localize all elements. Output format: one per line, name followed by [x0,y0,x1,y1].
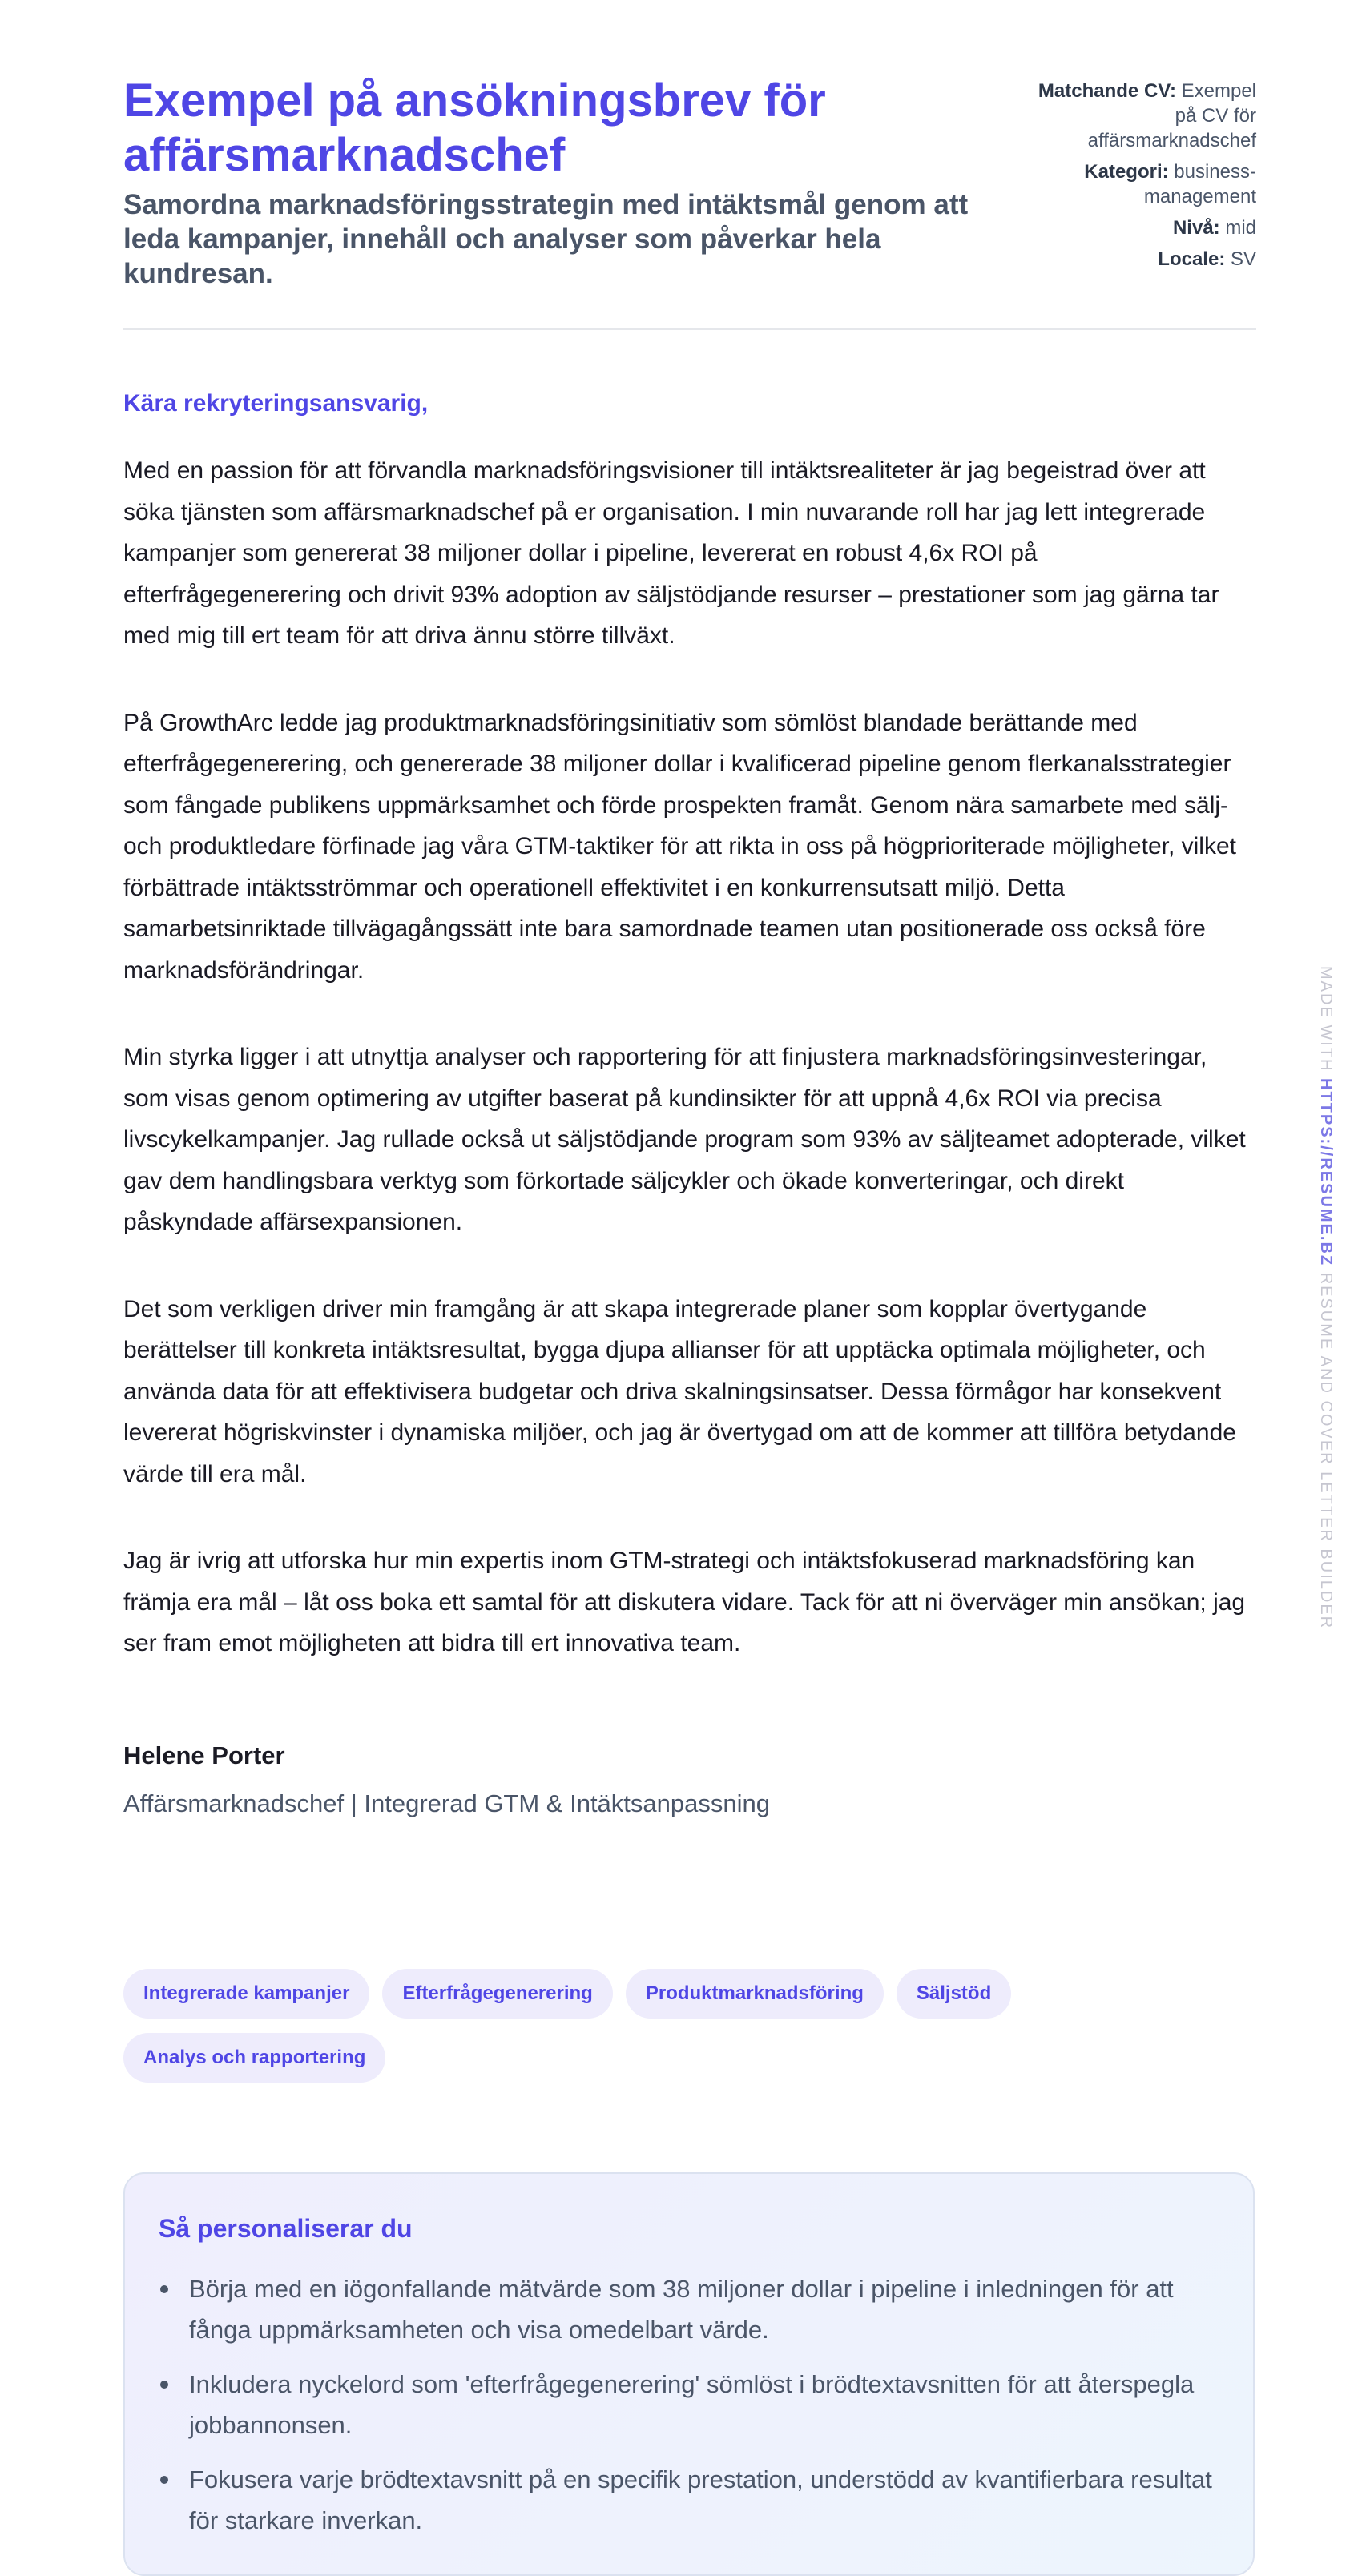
tip-text: Börja med en iögonfallande mätvärde som 38 miljoner dollar i pipeline i inledningen för att fånga uppmärksamheten och visa omedelbart värde. [189,2275,1174,2344]
cover-letter-page [123,74,1256,2534]
tip-text: Fokusera varje brödtextavsnitt på en specifik prestation, understödd av kvantifierbara resultat för starkare inverkan. [189,2465,1212,2534]
tip-item [159,2364,1219,2445]
header-divider [123,328,1256,330]
tips-list [159,2268,1219,2541]
skill-tag: Säljstöd [897,1969,1011,2019]
page-subtitle: Samordna marknadsföringsstrategin med intäktsmål genom att leda kampanjer, innehåll och analyser som påverkar hela kundresan. [123,189,969,289]
signature-name: Helene Porter [123,1741,285,1769]
skill-tag: Integrerade kampanjer [123,1969,369,2019]
letter-salutation: Kära rekryteringsansvarig, [123,390,429,417]
personalization-tips-box [123,2172,1255,2576]
letter-paragraph: Jag är ivrig att utforska hur min expertis inom GTM-strategi och intäktsfokuserad marknadsföring kan främja era mål – låt oss boka ett samtal för att diskutera vidare. Tack för att ni överväger min ansökan; jag ser fram emot möjligheten att bidra till ert innovativa team. [123,1548,1246,1656]
skill-tags [123,1969,1256,2097]
tips-title: Så personaliserar du [159,2214,413,2243]
meta-matching-cv [1016,78,1256,153]
skill-tag: Efterfrågegenerering [382,1969,612,2019]
signature-block [123,1740,770,1820]
letter-paragraph: Det som verkligen driver min framgång är att skapa integrerade planer som kopplar övertygande berättelser till konkreta intäktsresultat, bygga djupa allianser för att upptäcka optimala möjligheter, och använda data för att effektivisera budgetar och driva skalningsinsatser. Dessa förmågor har konsekvent levererat högriskvinster i dynamiska miljöer, och jag är övertygad om att de kommer att tillföra betydande värde till era mål. [123,1295,1236,1487]
meta-value: mid [1225,217,1256,239]
meta-label: Kategori: [1084,161,1169,183]
tip-text: Inkludera nyckelord som 'efterfrågegenerering' sömlöst i brödtextavsnitten för att återspegla jobbannonsen. [189,2370,1195,2439]
letter-body [123,450,1256,1710]
credit-suffix: RESUME AND COVER LETTER BUILDER [1317,1272,1335,1630]
meta-label: Matchande CV: [1038,80,1176,102]
signature-title: Affärsmarknadschef | Integrerad GTM & Intäktsanpassning [123,1789,770,1817]
credit-link[interactable]: HTTPS://RESUME.BZ [1317,1078,1335,1267]
meta-category [1016,159,1256,209]
bullet-icon [160,2381,168,2389]
meta-value: business-management [1143,161,1256,207]
meta-panel [1016,78,1256,278]
meta-label: Locale: [1158,248,1226,270]
skill-tag: Produktmarknadsföring [626,1969,884,2019]
bullet-icon [160,2285,168,2293]
bullet-icon [160,2476,168,2484]
page-header [123,74,1256,330]
skill-tag: Analys och rapportering [123,2033,385,2083]
meta-locale [1016,247,1256,272]
letter-paragraph: Med en passion för att förvandla marknadsföringsvisioner till intäktsrealiteter är jag begeistrad över att söka tjänsten som affärsmarknadschef på er organisation. I min nuvarande roll har jag lett integrerade kampanjer som genererat 38 miljoner dollar i pipeline, levererat en robust 4,6x ROI på efterfrågegenerering och drivit 93% adoption av säljstödjande resurser – prestationer som jag gärna tar med mig till ert team för att driva ännu större tillväxt. [123,457,1219,649]
tip-item [159,2268,1219,2350]
page-title: Exempel på ansökningsbrev för affärsmarknadschef [123,74,826,181]
letter-paragraph: Min styrka ligger i att utnyttja analyser och rapportering för att finjustera marknadsföringsinvesteringar, som visas genom optimering av utgifter baserat på kundinsikter för att uppnå 4,6x ROI via precisa livscykelkampanjer. Jag rullade också ut säljstödjande program som 93% av säljteamet adopterade, vilket gav dem handlingsbara verktyg som förkortade säljcykler och ökade konverteringar, och direkt påskyndade affärsexpansionen. [123,1044,1246,1235]
meta-value[interactable]: Exempel på CV för affärsmarknadschef [1087,80,1256,151]
meta-value: SV [1230,248,1256,270]
meta-label: Nivå: [1172,217,1220,239]
letter-paragraph: På GrowthArc ledde jag produktmarknadsföringsinitiativ som sömlöst blandade berättande med efterfrågegenerering, och genererade 38 miljoner dollar i kvalificerad pipeline genom flerkanalsstrategier som fångade publikens uppmärksamhet och förde prospekten framåt. Genom nära samarbete med sälj- och produktledare förfinade jag våra GTM-taktiker för att rikta in oss på högprioriterade möjligheter, vilket förbättrade intäktsströmmar och operationell effektivitet i en konkurrensutsatt miljö. Detta samarbetsinriktade tillvägagångssätt inte bara samordnade teamen utan positionerade oss också före marknadsförändringar. [123,709,1236,984]
tip-item [159,2459,1219,2541]
made-with-credit [1317,966,1335,1628]
credit-prefix: MADE WITH [1317,966,1335,1073]
meta-level [1016,215,1256,240]
